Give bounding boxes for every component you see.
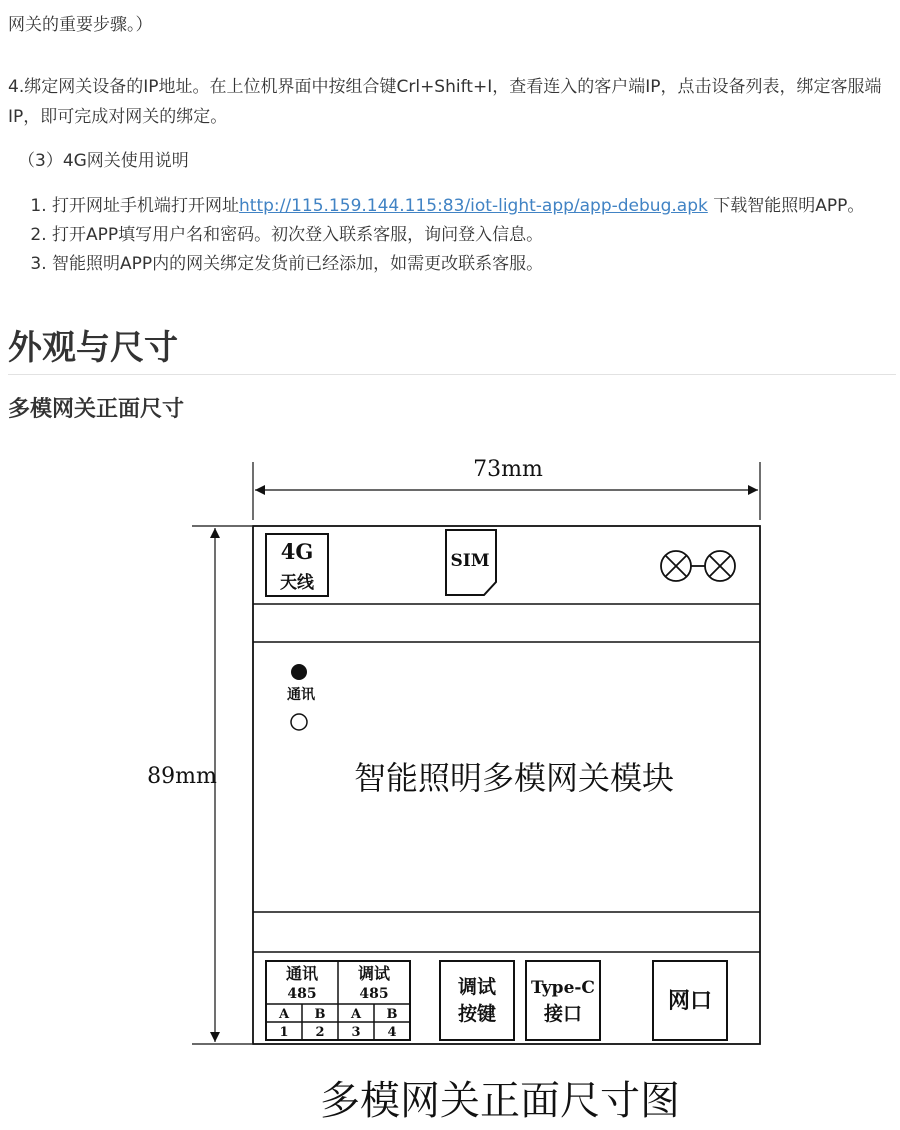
height-label: 89mm xyxy=(147,764,217,789)
antenna-label-text: 天线 xyxy=(280,573,314,593)
sub-heading: 多模网关正面尺寸 xyxy=(8,397,185,422)
debug-key-box xyxy=(440,961,514,1040)
sim-label: SIM xyxy=(450,551,490,571)
comm-led-off-icon xyxy=(291,714,307,730)
terminal-group-debug-485: 485 xyxy=(359,986,389,1002)
drawing-caption: 多模网关正面尺寸图 xyxy=(320,1078,680,1124)
debug-key-label-1: 调试 xyxy=(457,976,497,998)
terminal-group-comm-label: 通讯 xyxy=(285,964,319,983)
terminal-col-label: A xyxy=(350,1007,362,1022)
terminal-pin-number: 3 xyxy=(351,1025,361,1040)
list-item-text: 下载智能照明APP。 xyxy=(707,196,865,216)
usage-steps-list xyxy=(0,192,887,279)
width-label: 73mm xyxy=(473,457,543,482)
comm-led-label: 通讯 xyxy=(287,687,315,703)
list-item: 2. 打开APP填写用户名和密码。初次登入联系客服，询问登入信息。 xyxy=(52,221,887,250)
gateway-dimension-drawing xyxy=(0,440,900,1130)
typec-label-2: 接口 xyxy=(543,1003,583,1025)
list-item: 3. 智能照明APP内的网关绑定发货前已经添加，如需更改联系客服。 xyxy=(52,250,887,279)
typec-label-1: Type-C xyxy=(531,978,595,998)
step-4-paragraph: 4.绑定网关设备的IP地址。在上位机界面中按组合键Crl+Shift+I，查看连入的客户端IP，点击设备列表，绑定客服端IP，即可完成对网关的绑定。 xyxy=(8,77,882,127)
list-item-text: 打开网址手机端打开网址 xyxy=(52,196,239,216)
debug-key-label-2: 按键 xyxy=(457,1003,497,1025)
terminal-group-debug-label: 调试 xyxy=(357,964,391,983)
terminal-group-comm-485: 485 xyxy=(287,986,317,1002)
intro-tail-text: 网关的重要步骤。） xyxy=(8,15,153,35)
terminal-pin-number: 1 xyxy=(279,1025,289,1040)
terminal-col-label: B xyxy=(314,1007,326,1022)
page-heading: 外观与尺寸 xyxy=(8,326,896,375)
apk-download-link[interactable]: http://115.159.144.115:83/iot-light-app/app-debug.apk xyxy=(239,196,708,216)
section-3-heading: （3）4G网关使用说明 xyxy=(18,151,189,171)
list-item xyxy=(52,192,887,221)
terminal-pin-number: 4 xyxy=(387,1025,397,1040)
lan-port-label: 网口 xyxy=(667,988,713,1014)
typec-port-box xyxy=(526,961,600,1040)
terminal-col-label: A xyxy=(278,1007,290,1022)
module-title: 智能照明多模网关模块 xyxy=(353,759,675,797)
terminal-pin-number: 2 xyxy=(315,1025,325,1040)
antenna-label-4g: 4G xyxy=(280,539,314,564)
terminal-screw-icon xyxy=(661,551,735,581)
comm-led-on-icon xyxy=(291,664,307,680)
terminal-col-label: B xyxy=(386,1007,398,1022)
